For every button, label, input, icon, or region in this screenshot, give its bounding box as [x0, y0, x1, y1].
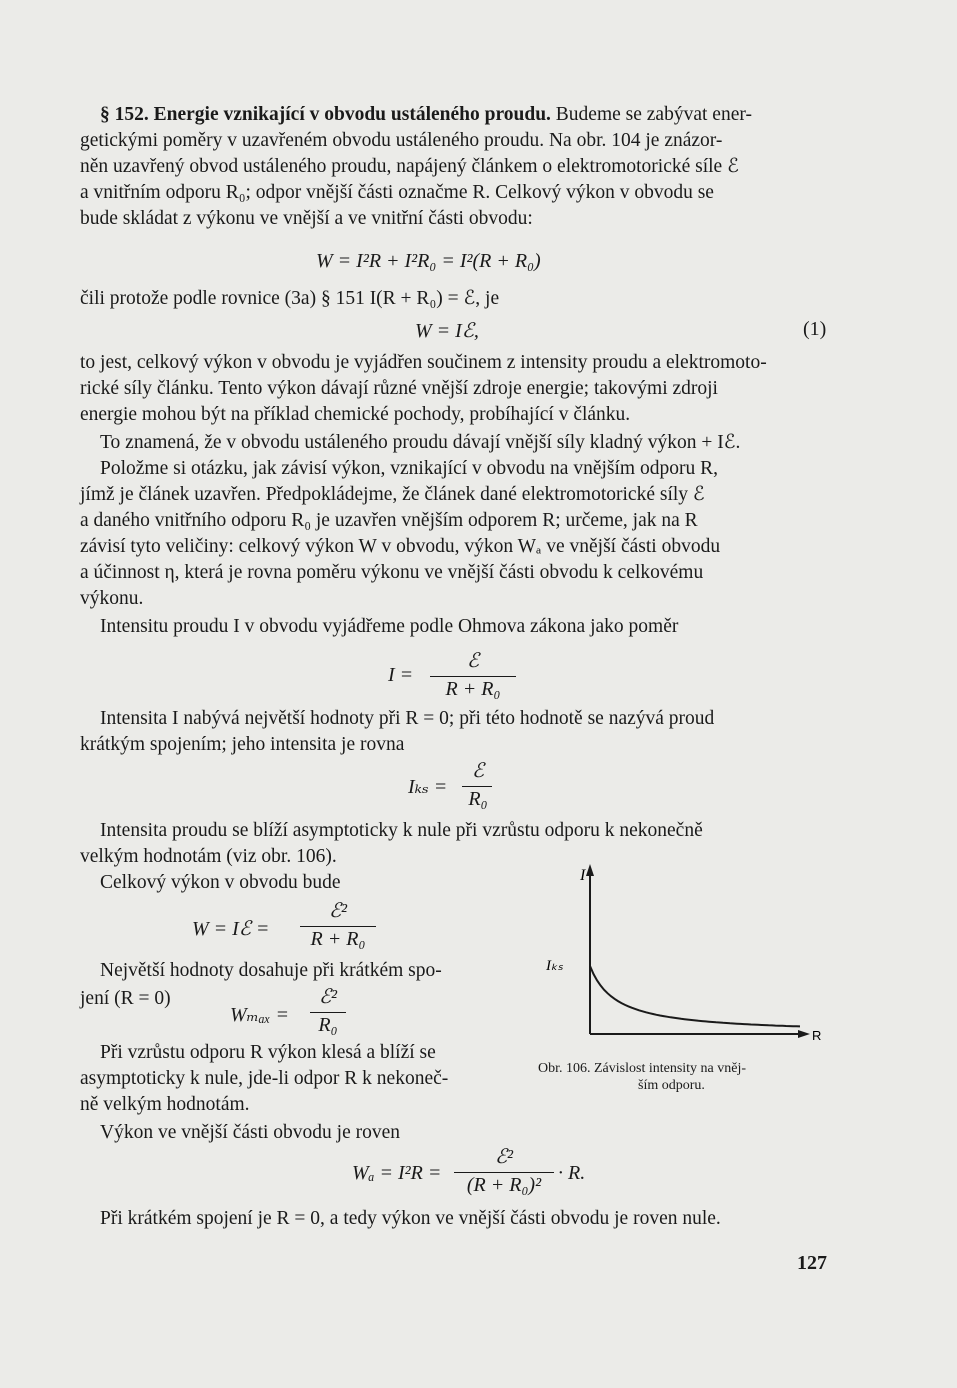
fraction-iks-denominator: R₀ — [468, 788, 488, 810]
figure-caption-line2: ším odporu. — [638, 1078, 705, 1093]
figure-y-arrow-icon — [586, 864, 594, 876]
fraction-wa-bar — [454, 1172, 554, 1173]
fraction-wmax-numerator: ℰ² — [318, 986, 338, 1008]
section-heading-line — [100, 102, 828, 128]
para10-line3: ně velkým hodnotám. — [80, 1094, 250, 1115]
para1-line4: a vnitřním odporu R₀; odpor vnější části označme R. Celkový výkon v obvodu se — [80, 182, 714, 203]
para2-line3: energie mohou být na příklad chemické pochody, probíhající v článku. — [80, 404, 631, 425]
fraction-wmax-denominator: R₀ — [318, 1014, 338, 1036]
equation-1: W = Iℰ, — [415, 320, 479, 342]
figure-y-label: I — [580, 867, 586, 884]
para7-line2: velkým hodnotám (viz obr. 106). — [80, 846, 337, 867]
fraction-wmax-bar — [310, 1012, 346, 1013]
para6-line1: Intensita I nabývá největší hodnoty při R = 0; při této hodnotě se nazývá proud — [100, 708, 715, 729]
figure-y-tick-label: Iₖₛ — [546, 958, 563, 974]
section-heading: § 152. Energie vznikající v obvodu ustáleného proudu. — [100, 104, 551, 125]
fraction-w-bar — [300, 926, 376, 927]
fraction-i-denominator: R + R₀ — [445, 678, 501, 700]
para3: To znamená, že v obvodu ustáleného proudu dávají vnější síly kladný výkon + Iℰ. — [100, 432, 741, 453]
para12: Při krátkém spojení je R = 0, a tedy výkon ve vnější části obvodu je roven nule. — [100, 1208, 721, 1229]
fraction-iks-numerator: ℰ — [471, 760, 485, 782]
fraction-wa-lhs: Wₐ = I²R = — [352, 1162, 442, 1184]
para2-line2: rické síly článku. Tento výkon dávají různé vnější zdroje energie; takovými zdroji — [80, 378, 718, 399]
para7-line1: Intensita proudu se blíží asymptoticky k nule při vzrůstu odporu k nekonečně — [100, 820, 703, 841]
para1-line2: getickými poměry v uzavřeném obvodu ustáleného proudu. Na obr. 104 je znázor- — [80, 130, 723, 151]
fraction-iks-bar — [462, 786, 492, 787]
para1-line1: Budeme se zabývat ener- — [555, 104, 752, 125]
para6-line2: krátkým spojením; jeho intensita je rovna — [80, 734, 405, 755]
line-cili: čili protože podle rovnice (3a) § 151 I(R + R₀) = ℰ, je — [80, 288, 500, 309]
para4-line3: a daného vnitřního odporu R₀ je uzavřen vnějším odporem R; určeme, jak na R — [80, 510, 698, 531]
para1-line3: něn uzavřený obvod ustáleného proudu, napájený článkem o elektromotorické síle ℰ — [80, 156, 739, 177]
fraction-wa-tail: · R. — [558, 1162, 586, 1184]
para10-line2: asymptoticky k nule, jde-li odpor R k nekoneč- — [80, 1068, 449, 1089]
para4-line4: závisí tyto veličiny: celkový výkon W v obvodu, výkon Wₐ ve vnější části obvodu — [80, 536, 721, 557]
para4-line6: výkonu. — [80, 588, 144, 609]
figure-106 — [540, 862, 840, 1052]
para1-line5: bude skládat z výkonu ve vnější a ve vnitřní části obvodu: — [80, 208, 533, 229]
fraction-wmax-lhs: Wₘₐₓ = — [230, 1004, 289, 1026]
para8: Celkový výkon v obvodu bude — [100, 872, 341, 893]
para11: Výkon ve vnější části obvodu je roven — [100, 1122, 401, 1143]
fraction-i-numerator: ℰ — [466, 650, 480, 672]
fraction-i-lhs: I = — [388, 664, 414, 686]
para5: Intensitu proudu I v obvodu vyjádřeme podle Ohmova zákona jako poměr — [100, 616, 679, 637]
para9-line1: Největší hodnoty dosahuje při krátkém spo- — [100, 960, 442, 981]
para4-line5: a účinnost η, která je rovna poměru výkonu ve vnější části obvodu k celkovému — [80, 562, 704, 583]
fraction-w-denominator: R + R₀ — [310, 928, 366, 950]
figure-current-curve — [590, 966, 800, 1026]
equation-power-sum: W = I²R + I²R₀ = I²(R + R₀) — [316, 250, 541, 272]
fraction-w-lhs: W = Iℰ = — [192, 918, 270, 940]
fraction-i-bar — [430, 676, 516, 677]
fraction-wa-denominator: (R + R₀)² — [466, 1174, 542, 1196]
page-number: 127 — [797, 1252, 827, 1274]
para4-line2: jímž je článek uzavřen. Předpokládejme, že článek dané elektromotorické síly ℰ — [80, 484, 705, 505]
figure-caption-line1: Obr. 106. Závislost intensity na vněj- — [538, 1061, 747, 1076]
equation-1-number: (1) — [803, 318, 827, 340]
para10-line1: Při vzrůstu odporu R výkon klesá a blíží se — [100, 1042, 436, 1063]
fraction-iks-lhs: Iₖₛ = — [408, 776, 448, 798]
figure-x-label: R — [812, 1028, 822, 1043]
para2-line1: to jest, celkový výkon v obvodu je vyjádřen součinem z intensity proudu a elektromoto- — [80, 352, 767, 373]
fraction-w-numerator: ℰ² — [328, 900, 348, 922]
fraction-wa-numerator: ℰ² — [494, 1146, 514, 1168]
para4-line1: Položme si otázku, jak závisí výkon, vznikající v obvodu na vnějším odporu R, — [100, 458, 718, 479]
figure-x-arrow-icon — [798, 1030, 810, 1038]
para9-line2: jení (R = 0) — [80, 988, 171, 1009]
